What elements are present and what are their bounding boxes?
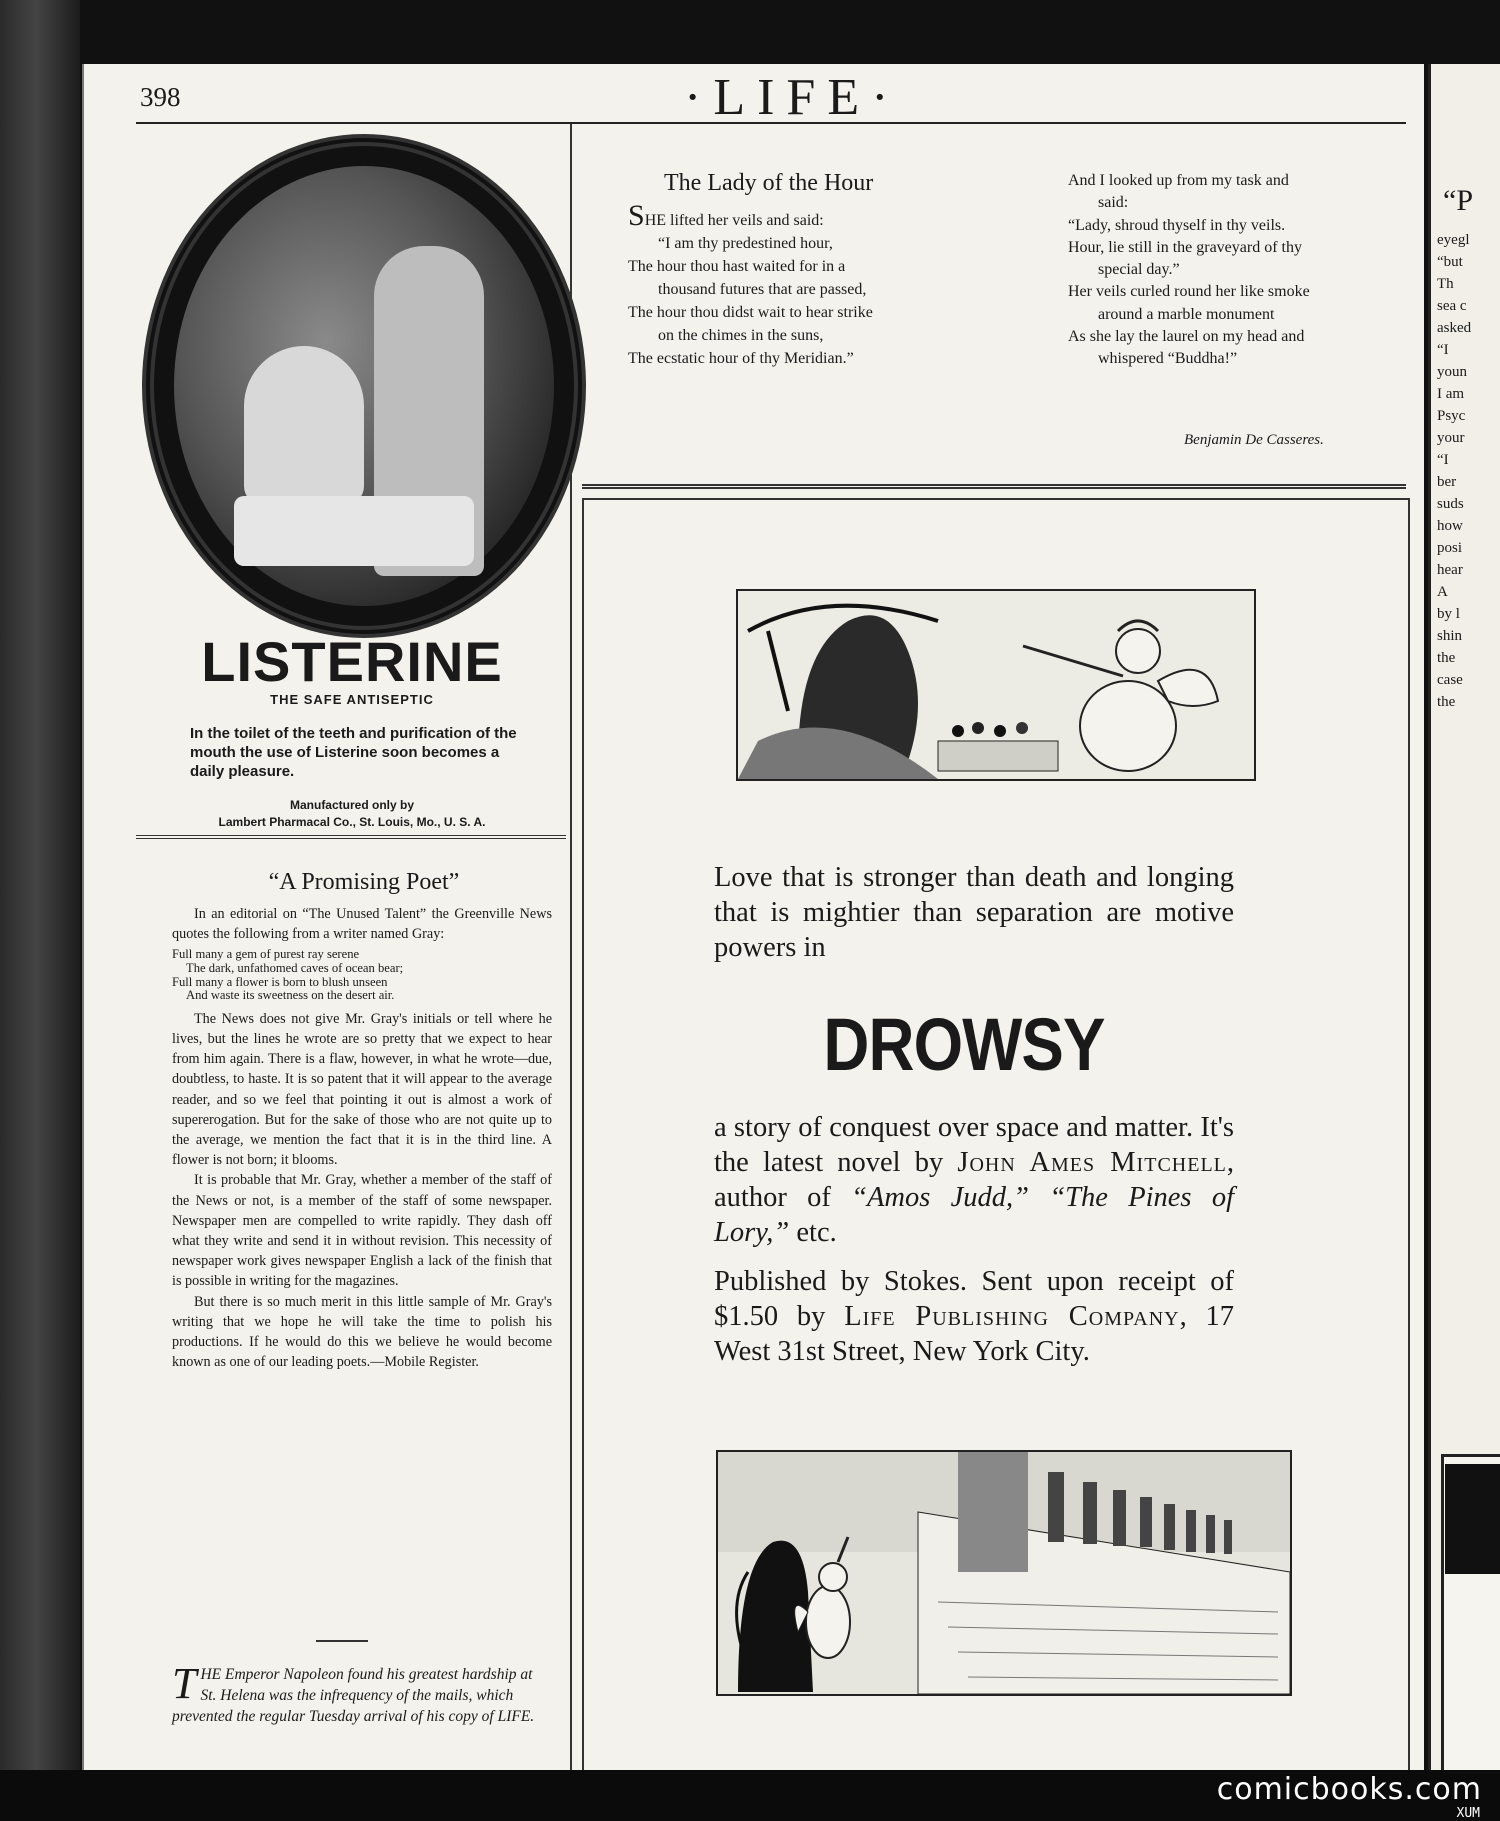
article-paragraph: The News does not give Mr. Gray's initials or tell where he lives, but the lines he wrote are so pretty that we expect to hear from him again. There is a flaw, however, in what he wrote—due, doubtless, to haste. It is so patent that it will appear to the average reader, and so we feel that pointing it out is almost a work of supererogation. But for the sake of those who are not quite up to the average, we mention the fact that it is in the third line. A flower is not born; it blooms.	[172, 1010, 552, 1169]
photo-girl-figure	[244, 346, 364, 506]
poem-line: said:	[1098, 194, 1129, 212]
poem-author: Benjamin De Casseres.	[1184, 432, 1324, 448]
poem-line: Her veils curled round her like smoke	[1068, 283, 1310, 301]
drowsy-intro: Love that is stronger than death and longing that is mightier than separation are motive powers in	[714, 862, 1234, 963]
book-title: “The Pines of Lory,”	[714, 1182, 1234, 1248]
manufacturer-line-2: Lambert Pharmacal Co., St. Louis, Mo., U. S. A.	[218, 815, 486, 829]
watermark-sub: XUM	[1456, 1806, 1480, 1821]
photo-scene	[174, 166, 554, 606]
book-title: “Amos Judd,”	[851, 1182, 1030, 1213]
drowsy-publisher-info: Published by Stokes. Sent upon receipt of $1.50 by Life Publishing Company, 17 West 31st Street, New York City.	[714, 1266, 1235, 1367]
fragment-dropcap: “P	[1443, 184, 1473, 217]
poem-line: around a marble monument	[1098, 305, 1275, 323]
poem-line: “I am thy predestined hour,	[658, 235, 833, 252]
poem-line: And I looked up from my task and	[1068, 172, 1289, 189]
adjacent-ad-letter	[1445, 1464, 1500, 1574]
poem-line: on the chimes in the suns,	[658, 327, 824, 344]
page-number: 398	[140, 82, 181, 112]
poem-right-column	[1068, 170, 1408, 371]
reaper-cupid-illustration	[736, 589, 1256, 781]
statues-drawing	[718, 1452, 1290, 1694]
magazine-page	[82, 64, 1424, 1770]
poem-title: The Lady of the Hour	[664, 170, 874, 196]
poem-line: “Lady, shroud thyself in thy veils.	[1068, 216, 1286, 234]
poem-line: thousand futures that are passed,	[658, 281, 867, 298]
header-rule	[136, 122, 1406, 124]
scanner-frame	[0, 0, 80, 1821]
poem-line: Full many a flower is born to blush unseen	[172, 974, 388, 989]
adjacent-page	[1428, 64, 1500, 1770]
short-divider	[316, 1640, 368, 1642]
poem-line: SHE lifted her veils and said:	[628, 199, 824, 232]
watermark: comicbooks.com	[1216, 1772, 1482, 1807]
dropcap: T	[172, 1659, 197, 1708]
article-title: “A Promising Poet”	[268, 869, 460, 895]
poem-line: The hour thou hast waited for in a	[628, 258, 846, 275]
ad-divider	[136, 835, 566, 839]
napoleon-anecdote	[172, 1659, 552, 1727]
listerine-photo	[142, 134, 586, 638]
poem-line: Full many a gem of purest ray serene	[172, 947, 360, 962]
masthead: ·LIFE·	[684, 69, 901, 126]
listerine-tagline: THE SAFE ANTISEPTIC	[270, 692, 434, 707]
poem-divider	[582, 484, 1406, 489]
anecdote-text: HE Emperor Napoleon found his greatest hardship at St. Helena was the infrequency of the mails, which prevented the regular Tuesday arrival of his copy of LIFE.	[172, 1666, 535, 1725]
article-paragraph: But there is so much merit in this little sample of Mr. Gray's writing that we hope he will take the time to polish his productions. If he would do this we believe he would become known as one of our leading poets.—Mobile Register.	[172, 1293, 552, 1371]
article-paragraph: In an editorial on “The Unused Talent” the Greenville News quotes the following from a writer named Gray:	[172, 906, 552, 943]
poem-line: And waste its sweetness on the desert air.	[186, 988, 395, 1003]
listerine-brand: LISTERINE	[201, 630, 503, 693]
poem-left-column	[628, 199, 1048, 370]
dropcap: S	[628, 199, 645, 232]
photo-basin	[234, 496, 474, 566]
poem-line: The ecstatic hour of thy Meridian.”	[628, 350, 854, 367]
reaper-cupid-drawing	[738, 591, 1254, 779]
author-name: John Ames Mitchell	[957, 1147, 1227, 1178]
statues-illustration	[716, 1450, 1292, 1696]
poem-line: As she lay the laurel on my head and	[1068, 328, 1305, 346]
article-body	[172, 904, 552, 1372]
listerine-body: In the toilet of the teeth and purification of the mouth the use of Listerine soon becomes a daily pleasure.	[190, 725, 517, 780]
poem-line: The dark, unfathomed caves of ocean bear;	[186, 961, 404, 975]
article-paragraph: It is probable that Mr. Gray, whether a member of the staff of the News or not, is a member of the staff of some newspaper. Newspaper men are compelled to write rapidly. They dash off what they write and send it in without revision. This necessity of newspaper work gives newspaper English a lack of the finish that is possible in writing for the magazines.	[172, 1172, 552, 1290]
poem-line: The hour thou didst wait to hear strike	[628, 304, 873, 321]
manufacturer-line-1: Manufactured only by	[289, 798, 414, 812]
publisher-name: Life Publishing Company	[844, 1301, 1180, 1332]
poem-line: Hour, lie still in the graveyard of thy	[1068, 238, 1302, 256]
poem-line: special day.”	[1098, 261, 1180, 279]
adjacent-page-text: eyegl “but Th sea c asked “I youn I am Psyc your “I ber suds how posi hear A by l shin the case the	[1437, 232, 1472, 710]
poem-line: whispered “Buddha!”	[1098, 350, 1238, 368]
listerine-manufacturer	[182, 797, 522, 831]
drowsy-title: DROWSY	[823, 1003, 1105, 1086]
drowsy-description: a story of conquest over space and matter. It's the latest novel by John Ames Mitchell, author of “Amos Judd,” “The Pines of Lory,” etc.	[714, 1112, 1234, 1248]
quoted-poem	[172, 948, 552, 1002]
